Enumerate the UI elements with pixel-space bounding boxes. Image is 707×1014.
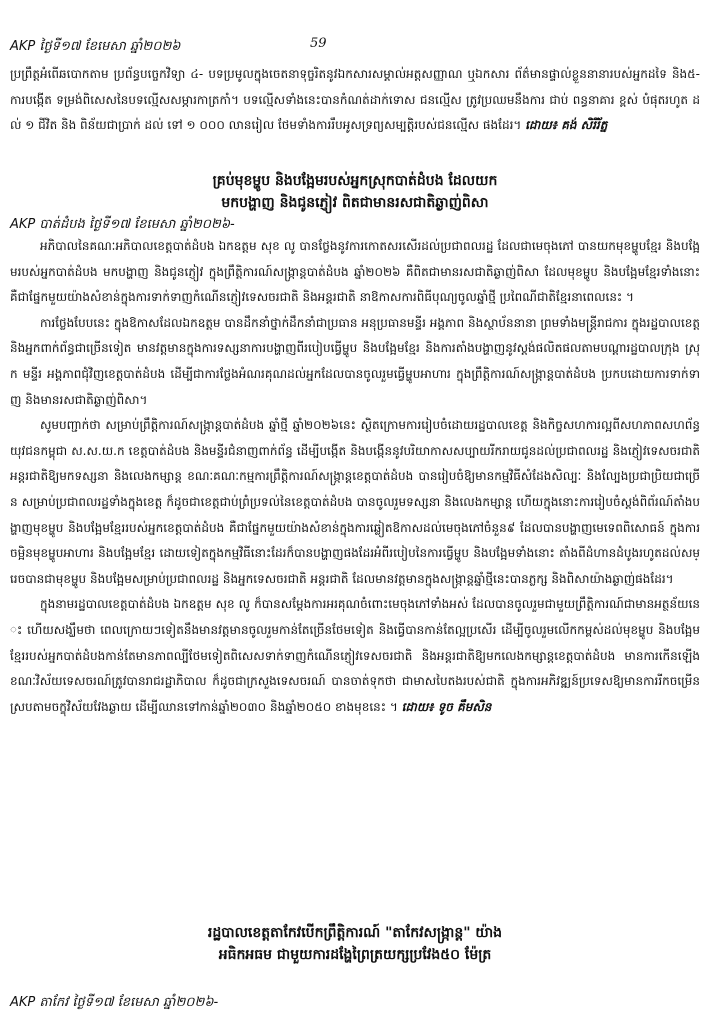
header-dateline: AKP ថ្ងៃទី១៧ ខែមេសា ឆ្នាំ២០២៦ (10, 39, 181, 54)
article-dateline: AKP តាកែវ ថ្ងៃទី១៧ ខែមេសា ឆ្នាំ២០២៦- (10, 995, 219, 1010)
headline-line-1: រដ្ឋបាលខេត្តតាកែវបើកព្រឹត្តិការណ៍ "តាកែវសង្ក្រាន្ត" យ៉ាង (207, 925, 503, 941)
page-header (10, 36, 697, 56)
page-number: 59 (310, 36, 327, 51)
headline-line-1: គ្រប់មុខម្ហូប និងបង្អែមរបស់អ្នកស្រុកបាត់ដំបង ដែលយក (212, 173, 498, 189)
article-dateline-block (10, 992, 700, 1014)
paragraph: សូមបញ្ជាក់ថា សម្រាប់ព្រឹត្តិការណ៍សង្ក្រាន្តបាត់ដំបង ឆ្នាំថ្មី ឆ្នាំ២០២៦នេះ ស្ថិតក្រោមការរៀបចំដោយរដ្ឋបាលខេត្ត និងកិច្ចសហការល្អពីសហភាពសហព័ន្ធយុវជនកម្ពុជា ស.ស.យ.ក ខេត្តបាត់ដំបង និងមន្ទីរជំនាញពាក់ព័ន្ធ ដើម្បីបង្កើត និងបង្កើននូវបរិយាកាសសប្បាយរីករាយជូនដល់ប្រជាពលរដ្ឋ និងភ្ញៀវទេសចរជាតិ អន្តរជាតិឱ្យមកទស្សនា និងលេងកម្សាន្ត ខណៈគណៈកម្មការព្រឹត្តិការណ៍សង្ក្រាន្តខេត្តបាត់ដំបង បានរៀបចំឱ្យមានកម្មវិធីសំដែងសិល្បៈ និងល្បែងប្រជាប្រិយជាច្រើន សម្រាប់ប្រជាពលរដ្ឋទាំងក្នុងខេត្ត ក៏ដូចជាខេត្តជាប់ព្រំប្រទល់នៃខេត្តបាត់ដំបង បានចូលរួមទស្សនា និងលេងកម្សាន្ត ហើយក្នុងនោះការរៀបចំស្តង់ពិព័រណ៍តាំងបង្ហាញមុខម្ហូប និងបង្អែមខ្មែររបស់អ្នកខេត្តបាត់ដំបង គឺជាផ្នែកមួយយ៉ាងសំខាន់ក្នុងការឆ្លៀតឱកាសដល់មេចុងភៅចំនួន៩ ដែលបានបង្ហាញមេទេពពិសោធន៍ ក្នុងការចម្អិនមុខម្ហូបអាហារ និងបង្អែមខ្មែរ ដោយទៀតក្នុងកម្មវិធីនោះដែរក៏បានបង្ហាញផងដែរអំពីរបៀបនៃការធ្វើម្ហូប និងបង្អែមទាំងនោះ តាំងពីដំហានដំបូងរហូតដល់សម្រេចបានជាមុខម្ហូប និងបង្អែមសម្រាប់ប្រជាពលរដ្ឋ និងអ្នកទេសចរជាតិ អន្តរជាតិ ដែលមានវត្តមានក្នុងសង្ក្រាន្តឆ្នាំថ្មីនេះបានភ្លក្ស និងពិសាយ៉ាងឆ្ងាញ់ផងដែរ។ (10, 418, 700, 586)
paragraph: អភិបាលនៃគណៈអភិបាលខេត្តបាត់ដំបង ឯកឧត្តម សុខ លូ បានថ្លែងនូវការកោតសរសើរដល់ប្រជាពលរដ្ឋ ដែលជាមេចុងភៅ បានយកមុខម្ហូបខ្មែរ និងបង្អែមរបស់អ្នកបាត់ដំបង មកបង្ហាញ និងជូនភ្ញៀវ ក្នុងព្រឹត្តិការណ៍សង្ក្រាន្តបាត់ដំបង ឆ្នាំ២០២៦ គឺពិតជាមានរសជាតិឆ្ងាញ់ពិសា ដែលមុខម្ហូប និងបង្អែមខ្មែរទាំងនោះ គឺជាផ្នែកមួយយ៉ាងសំខាន់ក្នុងការទាក់ទាញកំណើនភ្ញៀវទេសចរជាតិ និងអន្តរជាតិ នាឱកាសការពិធីបុណ្យចូលឆ្នាំថ្មី ប្រពៃណីជាតិខ្មែរនាពេលនេះ ។ (10, 239, 700, 305)
article-heading-block (10, 922, 700, 966)
article-headline (10, 170, 700, 214)
article-body-block (10, 234, 700, 720)
article-body (10, 62, 700, 139)
headline-line-2: អធិកអធម ជាមួយការដង្ហែព្រៃត្រយក្សប្រវែង៥០ ម៉ែត្រ (218, 947, 492, 963)
article-headline (10, 922, 700, 966)
article-byline: ដោយ៖ ទូច គឹមសិន (401, 699, 492, 714)
headline-line-2: មកបង្ហាញ និងជូនភ្ញៀវ ពិតជាមានរសជាតិឆ្ងាញ់ពិសា (221, 195, 489, 211)
paragraph-text: ក្នុងនាមរដ្ឋបាលខេត្តបាត់ដំបង ឯកឧត្តម សុខ លូ ក៏បានសម្តែងការអរគុណចំពោះមេចុងភៅទាំងអស់ ដែលបានចូលរួមជាមួយព្រឹត្តិការណ៍ជាមានអត្ថន័យនេះ ហើយសង្ឃឹមថា ពេលក្រោយៗទៀតនឹងមានវត្តមានចូលរួមកាន់តែច្រើនថែមទៀត និងធ្វើបានកាន់តែល្អប្រសើរ ដើម្បីចូលរួមលើកកម្ពស់ដល់មុខម្ហូប និងបង្អែមខ្មែររបស់អ្នកបាត់ដំបងកាន់តែមានភាពល្បីថែមទៀតពិសេសទាក់ទាញកំណើនភ្ញៀវទេសចរជាតិ និងអន្តរជាតិឱ្យមកលេងកម្សាន្តខេត្តបាត់ដំបង មានការកើនឡើង ខណៈវិស័យទេសចរណ៍ត្រូវបានរាជរដ្ឋាភិបាល ក៏ដូចជាក្រសួងទេសចរណ៍ បានចាត់ទុកថា ជាមាសបៃតងរបស់ជាតិ ក្នុងការអភិវឌ្ឍន៍ប្រទេសឱ្យមានការរីកចម្រើន ស្របតាមចក្ខុវិស័យវែងឆ្ងាយ ដើម្បីឈានទៅកាន់ឆ្នាំ២០៣០ និងឆ្នាំ២០៥០ ខាងមុខនេះ ។ (10, 597, 700, 714)
article-byline: ដោយ៖ គង់ សិរីរ័ត្ន (525, 118, 608, 133)
article-heading-block (10, 170, 700, 236)
article-text: ប្រព្រឹត្តអំពើឆបោកតាម ប្រព័ន្ធបច្ចេកវិទ្យា ៤- បទប្រមូលក្នុងចេតនាទុច្ចរិតនូវឯកសារសម្គាល់អត្តសញ្ញាណ ឬឯកសារ ព័ត៌មានផ្ទាល់ខ្លួននានារបស់អ្នកដទៃ និង៥- ការបង្កើត ទម្រង់ពិសេសនៃបទល្មើសសម្ភារកាត្រកាំ។ បទល្មើសទាំងនេះបានកំណត់ដាក់ទោស ជនល្មើស ត្រូវប្រឈមនឹងការ ជាប់ ពន្ធនាគារ ខ្ពស់ បំផុតរហូត ដល់ ១ ជីវិត និង ពិន័យជាប្រាក់ ដល់ ទៅ ១ ០០០ លានរៀល ថែមទាំងការរឹបអូសទ្រព្យសម្បត្តិរបស់ជនល្មើស ផងដែរ។ (10, 67, 700, 133)
paragraph (10, 592, 700, 720)
paragraph: ការថ្លែងបែបនេះ ក្នុងឱកាសដែលឯកឧត្តម បានដឹកនាំថ្នាក់ដឹកនាំជាប្រធាន អនុប្រធានមន្ទីរ អង្គភាព និងស្ថាប័ននានា ព្រមទាំងមន្ត្រីរាជការ ក្នុងរដ្ឋបាលខេត្ត និងអ្នកពាក់ព័ន្ធជាច្រើនទៀត មានវត្តមានក្នុងការទស្សនាការបង្ហាញពីរបៀបធ្វើម្ហូប និងបង្អែមខ្មែរ និងការតាំងបង្ហាញនូវស្តង់ផលិតផលតាមបណ្តារដ្ឋបាលក្រុង ស្រុក មន្ទីរ អង្គភាពជុំវិញខេត្តបាត់ដំបង ដើម្បីជាការថ្លែងអំណរគុណដល់អ្នកដែលបានចូលរួមធ្វើម្ហូបអាហារ ក្នុងព្រឹត្តិការណ៍សង្ក្រាន្តបាត់ដំបង ប្រកបដោយការទាក់ទាញ និងមានរសជាតិឆ្ងាញ់ពិសា។ (10, 315, 700, 407)
article-continuation (10, 62, 700, 139)
article-dateline: AKP បាត់ដំបង ថ្ងៃទី១៧ ខែមេសា ឆ្នាំ២០២៦- (10, 217, 235, 232)
